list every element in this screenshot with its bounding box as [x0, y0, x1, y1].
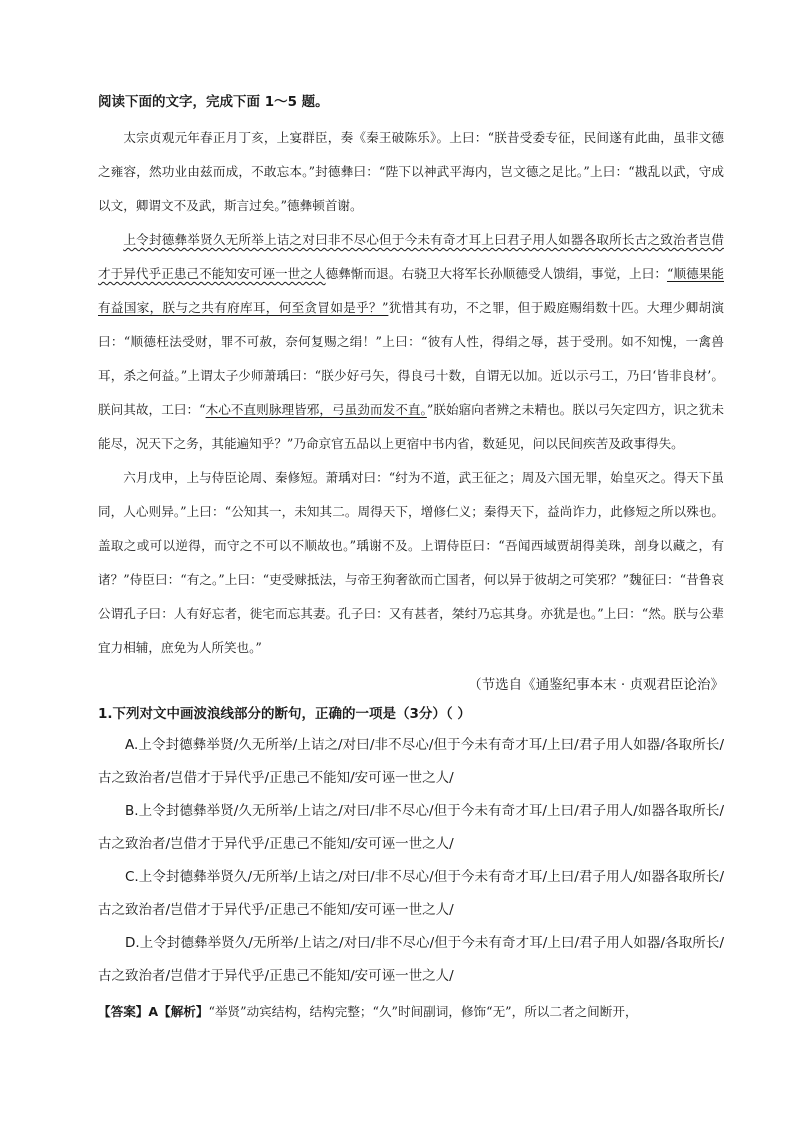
passage-text: 太宗贞观元年春正月丁亥，上宴群臣，奏《秦王破陈乐》。上曰：“朕昔受委专征，民间遂有此曲，虽非文德之雍容，然功业由兹而成，不敢忘本。”封德彝曰：“陛下以神武平海内，岂文德之足比。”上曰：“戡乱以武，守成以文，卿谓文不及武，斯言过矣。”德彝顿首谢。	[98, 130, 724, 213]
passage-paragraph-3	[98, 461, 724, 665]
option-text: D.上令封德彝举贤久/无所举/上诘之/对曰/非不尽心/但于今未有奇才耳/上曰/君子用人如器/各取所长/古之致治者/岂借才于异代乎/正患己不能知/安可诬一世之人/	[98, 935, 724, 984]
wavy-underlined-text: 上令封德彝举贤久无所举上诘之对曰非不尽心但于今未有奇才耳上曰君子用人如器各取所长古之致治者岂借才于异代乎正患己不能知安可诬一世之人	[98, 232, 724, 281]
source-citation: （节选自《通鉴纪事本末 · 贞观君臣论治》	[468, 677, 724, 693]
document-page	[98, 92, 724, 1027]
answer-explanation	[98, 997, 724, 1027]
option-text: A.上令封德彝举贤/久无所举/上诘之/对曰/非不尽心/但于今未有奇才耳/上曰/君子用人如器/各取所长/古之致治者/岂借才于异代乎/正患己不能知/安可诬一世之人/	[98, 737, 724, 786]
question-title: 1.下列对文中画波浪线部分的断句，正确的一项是（3分）（ ）	[98, 706, 471, 722]
answer-text: “举贤”动宾结构，结构完整；“久”时间副词，修饰“无”，所以二者之间断开，	[208, 1004, 638, 1019]
underlined-sentence-2: 木心不直则脉理皆邪，弓虽劲而发不直。	[205, 402, 427, 417]
option-b	[98, 795, 724, 861]
answer-tag: 【答案】A【解析】	[98, 1004, 209, 1019]
passage-text: ”朕始寤向者辨之未精也。朕以弓矢定四方，识之犹未能尽，况天下之务，其能遍知乎？”乃命京官五品以上更宿中书内省，数延见，问以民间疾苦及政事得失。	[98, 402, 724, 451]
underlined-sentence-1: “顺德果能有益国家，朕与之共有府库耳，何至贪冒如是乎？”	[98, 266, 724, 315]
reading-instruction: 阅读下面的文字，完成下面 1～5 题。	[98, 94, 329, 110]
passage-paragraph-2: 上令封德彝举贤久无所举上诘之对曰非不尽心但于今未有奇才耳上曰君子用人如器各取所长古之致治者岂借才于异代乎正患己不能知安可诬一世之人德彝惭而退。右骁卫大将军长孙顺德受人馈绢，事觉，上曰：“顺德果能有益国家，朕与之共有府库耳，何至贪冒如是乎？”犹惜其有功，不之罪，但于殿庭赐绢数十匹。大理少卿胡演曰：“顺德枉法受财，罪不可赦，奈何复赐之绢！”上曰：“彼有人性，得绢之辱，甚于受刑。如不知愧，一禽兽耳，杀之何益。”上谓太子少师萧瑀曰：“朕少好弓矢，得良弓十数，自谓无以加。近以示弓工，乃曰‘皆非良材’。朕问其故，工曰：“木心不直则脉理皆邪，弓虽劲而发不直。”朕始寤向者辨之未精也。朕以弓矢定四方，识之犹未能尽，况天下之务，其能遍知乎？”乃命京官五品以上更宿中书内省，数延见，问以民间疾苦及政事得失。	[98, 232, 724, 451]
passage-text: 犹惜其有功，不之罪，但于殿庭赐绢数十匹。大理少卿胡演曰：“顺德枉法受财，罪不可赦，奈何复赐之绢！”上曰：“彼有人性，得绢之辱，甚于受刑。如不知愧，一禽兽耳，杀之何益。”上谓太子少师萧瑀曰：“朕少好弓矢，得良弓十数，自谓无以加。近以示弓工，乃曰‘皆非良材’。朕问其故，工曰：	[98, 300, 724, 417]
option-text: B.上令封德彝举贤/久无所举/上诘之/对曰/非不尽心/但于今未有奇才耳/上曰/君子用人/如器各取所长/古之致治者/岂借才于异代乎/正患己不能知/安可诬一世之人/	[98, 803, 724, 852]
passage-text: 六月戊申，上与侍臣论周、秦修短。萧瑀对曰：“纣为不道，武王征之；周及六国无罪，始皇灭之。得天下虽同，人心则异。”上曰：“公知其一，未知其二。周得天下，增修仁义；秦得天下，益尚诈力，此修短之所以殊也。盖取之或可以逆得，而守之不可以不顺故也。”瑀谢不及。上谓侍臣曰：“吾闻西域贾胡得美珠，剖身以藏之，有诸？”侍臣曰：“有之。”上曰：“吏受赇抵法，与帝王狗奢欲而亡国者，何以异于彼胡之可笑邪？”魏征曰：“昔鲁哀公谓孔子曰：人有好忘者，徙宅而忘其妻。孔子曰：又有甚者，桀纣乃忘其身。亦犹是也。”上曰：“然。朕与公辈宜力相辅，庶免为人所笑也。”	[98, 470, 724, 655]
option-d	[98, 927, 724, 993]
option-text: C.上令封德彝举贤久/无所举/上诘之/对曰/非不尽心/但于今未有奇才耳/上曰/君子用人/如器各取所长/古之致治者/岂借才于异代乎/正患己不能知/安可诬一世之人/	[98, 869, 724, 918]
option-a	[98, 729, 724, 795]
passage-text: 德彝惭而退。右骁卫大将军长孙顺德受人馈绢，事觉，上曰：	[325, 266, 667, 281]
option-c	[98, 861, 724, 927]
passage-paragraph-1	[98, 121, 724, 223]
